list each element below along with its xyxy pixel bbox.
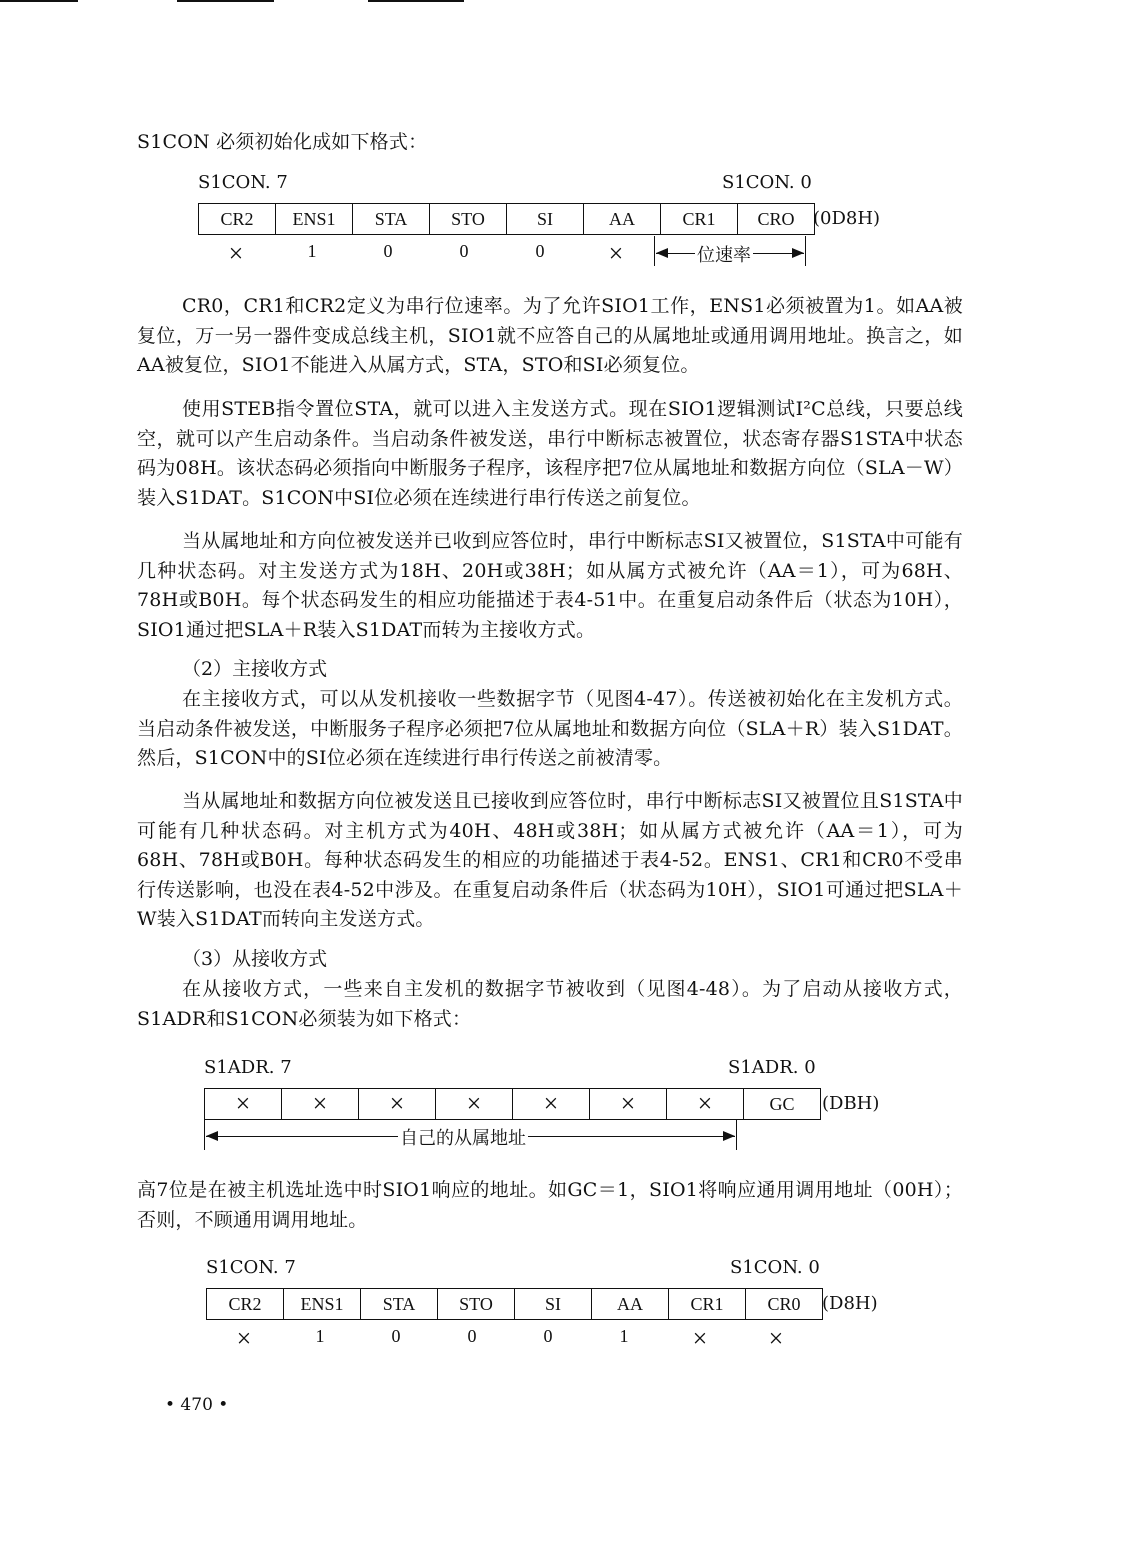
paragraph: 使用STEB指令置位STA，就可以进入主发送方式。现在SIO1逻辑测试I²C总线，只要总线空，就可以产生启动条件。当启动条件被发送，串行中断标志被置位，状态寄存器S1STA中状态码为08H。该状态码必须指向中断服务子程序，该程序把7位从属地址和数据方向位（SLA－W）装入S1DAT。S1CON中SI位必须在连续进行串行传送之前复位。	[137, 398, 963, 509]
arrow-left-icon	[206, 1131, 218, 1141]
reg3-cell: CR2	[207, 1289, 284, 1320]
reg1-cell: ENS1	[276, 204, 353, 235]
reg2-cell: ×	[436, 1089, 513, 1120]
paragraph: 当从属地址和方向位被发送并已收到应答位时，串行中断标志SI又被置位，S1STA中可能有几种状态码。对主发送方式为18H、20H或38H；如从属方式被允许（AA＝1），可为68H、78H或B0H。每个状态码发生的相应功能描述于表4-51中。在重复启动条件后（状态为10H），SIO1通过把SLA＋R装入S1DAT而转为主接收方式。	[137, 530, 963, 641]
reg1-cell: STO	[430, 204, 507, 235]
arrow-right-icon	[792, 248, 804, 258]
reg3-value: 1	[315, 1326, 325, 1346]
scan-edge-line	[368, 0, 464, 2]
paragraph: 当从属地址和数据方向位被发送且已接收到应答位时，串行中断标志SI又被置位且S1STA中可能有几种状态码。对主机方式为40H、48H或38H；如从属方式被允许（AA＝1），可为68H、78H或B0H。每种状态码发生的相应的功能描述于表4-52。ENS1、CR1和CR0不受串行传送影响，也没在表4-52中涉及。在重复启动条件后（状态码为10H），SIO1可通过把SLA＋W装入S1DAT而转向主发送方式。	[137, 790, 963, 930]
reg1-table	[198, 203, 815, 235]
reg3-value: ×	[236, 1324, 252, 1353]
reg1-value: ×	[608, 239, 624, 268]
reg3-values	[206, 1326, 814, 1352]
arrow-left-icon	[656, 248, 668, 258]
reg2-span-tick-right	[736, 1120, 737, 1150]
reg3-cell: AA	[592, 1289, 669, 1320]
reg3-value: 0	[391, 1326, 401, 1346]
reg2-span-label: 自己的从属地址	[398, 1124, 528, 1150]
reg3-value: ×	[692, 1324, 708, 1353]
reg3-value: 0	[467, 1326, 477, 1346]
reg1-cell: CRO	[738, 204, 815, 235]
reg1-value: 0	[383, 241, 393, 261]
scan-edge-line	[177, 0, 274, 2]
reg3-cell: STA	[361, 1289, 438, 1320]
reg2-hex: (DBH)	[822, 1093, 880, 1114]
reg3-cell: SI	[515, 1289, 592, 1320]
scan-edge-line	[0, 0, 78, 2]
reg3-cell: STO	[438, 1289, 515, 1320]
reg2-cell: ×	[590, 1089, 667, 1120]
reg1-value: 1	[307, 241, 317, 261]
reg1-value: 0	[459, 241, 469, 261]
reg3-label-left: S1CON. 7	[206, 1257, 296, 1278]
reg1-cell: CR1	[661, 204, 738, 235]
paragraph: 在主接收方式，可以从发机接收一些数据字节（见图4-47）。传送被初始化在主发机方式。当启动条件被发送，中断服务子程序必须把7位从属地址和数据方向位（SLA＋R）装入S1DAT。然后，S1CON中的SI位必须在连续进行串行传送之前被清零。	[137, 688, 963, 769]
reg2-label-left: S1ADR. 7	[204, 1057, 292, 1078]
reg2-cell: ×	[513, 1089, 590, 1120]
reg1-cell: SI	[507, 204, 584, 235]
reg1-label-right: S1CON. 0	[722, 172, 812, 193]
reg3-label-right: S1CON. 0	[730, 1257, 820, 1278]
reg1-cell: AA	[584, 204, 661, 235]
reg2-cell: ×	[359, 1089, 436, 1120]
reg3-table	[206, 1288, 823, 1320]
section-heading: （3）从接收方式	[182, 948, 328, 970]
reg1-value: 0	[535, 241, 545, 261]
reg3-hex: (D8H)	[822, 1293, 878, 1314]
section-heading: （2）主接收方式	[182, 658, 328, 680]
intro-text: S1CON 必须初始化成如下格式：	[137, 131, 428, 153]
reg1-span-tick-right	[805, 236, 806, 266]
reg1-cell: CR2	[199, 204, 276, 235]
reg3-cell: ENS1	[284, 1289, 361, 1320]
reg2-cell: ×	[282, 1089, 359, 1120]
reg3-value: 0	[543, 1326, 553, 1346]
reg2-cell: ×	[667, 1089, 744, 1120]
reg2-cell: GC	[744, 1089, 821, 1120]
paragraph: 高7位是在被主机选址选中时SIO1响应的地址。如GC＝1，SIO1将响应通用调用地址（00H）；否则，不顾通用调用地址。	[137, 1179, 963, 1231]
reg1-value: ×	[228, 239, 244, 268]
reg3-cell: CR0	[746, 1289, 823, 1320]
reg2-span-tick-left	[204, 1120, 205, 1150]
reg1-values	[198, 241, 654, 267]
arrow-right-icon	[723, 1131, 735, 1141]
paragraph: CR0，CR1和CR2定义为串行位速率。为了允许SIO1工作，ENS1必须被置为1。如AA被复位，万一另一器件变成总线主机，SIO1就不应答自己的从属地址或通用调用地址。换言之，如AA被复位，SIO1不能进入从属方式，STA，STO和SI必须复位。	[137, 295, 963, 376]
reg2-cell: ×	[205, 1089, 282, 1120]
reg1-span-tick-left	[654, 236, 655, 266]
paragraph: 在从接收方式，一些来自主发机的数据字节被收到（见图4-48）。为了启动从接收方式，S1ADR和S1CON必须装为如下格式：	[137, 978, 963, 1030]
reg2-table	[204, 1088, 821, 1120]
reg1-label-left: S1CON. 7	[198, 172, 288, 193]
reg3-value: 1	[619, 1326, 629, 1346]
reg2-label-right: S1ADR. 0	[728, 1057, 816, 1078]
reg1-cell: STA	[353, 204, 430, 235]
reg1-span-label: 位速率	[695, 241, 753, 267]
page-number: • 470 •	[165, 1395, 229, 1415]
reg3-value: ×	[768, 1324, 784, 1353]
reg1-hex: (0D8H)	[813, 208, 881, 229]
reg3-cell: CR1	[669, 1289, 746, 1320]
